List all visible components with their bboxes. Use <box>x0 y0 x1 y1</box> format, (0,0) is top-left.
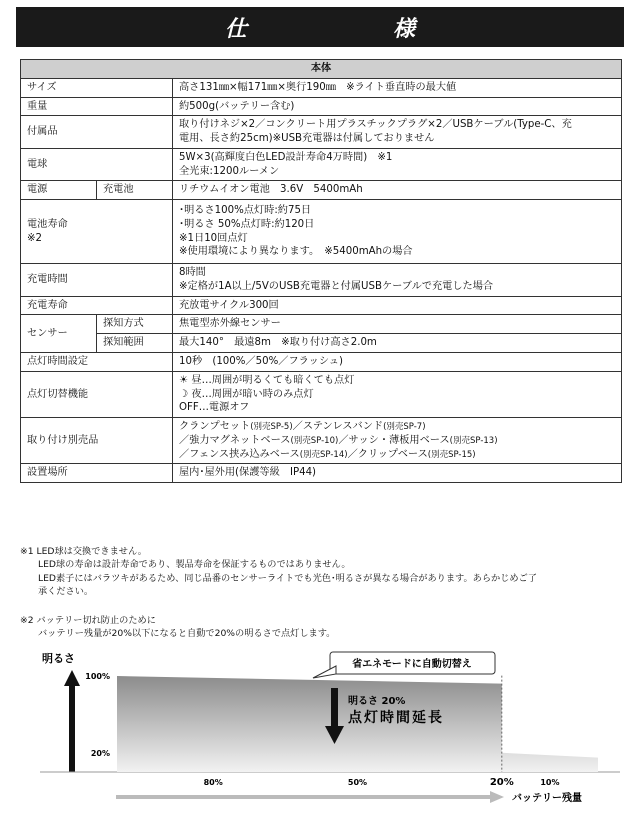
option-name: クランプセット <box>179 421 251 433</box>
label-line: ※2 <box>27 232 43 244</box>
note-line: LED球の寿命は設計寿命であり、製品寿命を保証するものではありません。 <box>38 559 351 571</box>
row-sublabel: 探知範囲 <box>97 334 173 353</box>
x-tick-label: 50% <box>347 778 368 787</box>
callout-pointer <box>313 666 336 678</box>
x-tick-label: 80% <box>203 778 223 787</box>
value-line: 5W×3(高輝度白色LED設計寿命4万時間) ※1 <box>179 151 393 163</box>
option-code: (別売SP-13) <box>449 435 498 446</box>
table-row <box>21 353 622 372</box>
value-line: 電用、長さ約25cm)※USB充電器は付属しておりません <box>179 133 435 145</box>
table-row <box>21 181 622 200</box>
page-title: 仕 様 <box>16 7 624 47</box>
row-value <box>173 264 622 297</box>
row-label: 設置場所 <box>21 464 173 483</box>
table-row <box>21 464 622 483</box>
x-tick-label: 20% <box>489 777 514 788</box>
row-label: 充電時間 <box>21 264 173 297</box>
option-name: ／クリップベース <box>347 448 428 460</box>
callout-text: 省エネモードに自動切替え <box>352 659 472 670</box>
mode-night: 夜…周囲が暗い時のみ点灯 <box>191 388 314 400</box>
table-row <box>21 264 622 297</box>
table-row <box>21 116 622 149</box>
value-line: 全光束:1200ルーメン <box>179 165 280 177</box>
table-row <box>21 148 622 181</box>
row-label: 点灯切替機能 <box>21 371 173 417</box>
y-axis-label: 明るさ <box>42 652 75 665</box>
value-line: ※使用環境により異なります。 ※5400mAhの場合 <box>179 246 413 258</box>
chart-svg <box>0 640 640 832</box>
y-axis-shaft <box>69 685 75 772</box>
row-value: リチウムイオン電池 3.6V 5400mAh <box>173 181 622 200</box>
note-line: バッテリー残量が20%以下になると自動で20%の明るさで点灯します。 <box>38 628 336 640</box>
sun-icon: ☀ <box>179 374 189 386</box>
mode-day: 昼…周囲が明るくても暗くても点灯 <box>191 374 355 386</box>
row-sublabel: 探知方式 <box>97 315 173 334</box>
row-label: 点灯時間設定 <box>21 353 173 372</box>
note-1 <box>20 545 537 598</box>
option-name: ／強力マグネットベース <box>179 434 291 446</box>
note-line: ※2 バッテリー切れ防止のために <box>20 615 156 626</box>
note-line: LED素子にはバラツキがあるため、同じ品番のセンサーライトでも光色･明るさが異なる場合があります。あらかじめご了 <box>38 572 537 584</box>
option-name: ／フェンス挟み込みベース <box>179 448 300 460</box>
option-code: (別売SP-15) <box>427 449 476 460</box>
x-tick-label: 10% <box>540 778 560 787</box>
note-line: ※1 LED球は交換できません。 <box>20 546 147 557</box>
table-row <box>21 296 622 315</box>
row-value: 約500g(バッテリー含む) <box>173 97 622 116</box>
table-row <box>21 97 622 116</box>
value-line: 取り付けネジ×2／コンクリート用プラスチックプラグ×2／USBケーブル(Type-C、充 <box>179 119 572 131</box>
value-line: ･明るさ 50%点灯時:約120日 <box>179 218 315 230</box>
spec-table <box>20 59 622 483</box>
option-code: (別売SP-10) <box>290 435 339 446</box>
row-value: 充放電サイクル300回 <box>173 296 622 315</box>
moon-icon: ☽ <box>179 388 189 400</box>
option-code: (別売SP-5) <box>250 422 293 433</box>
x-axis-label: バッテリー残量 <box>512 793 582 804</box>
value-line <box>179 420 615 434</box>
battery-chart <box>0 640 640 832</box>
value-line <box>179 434 615 448</box>
label-line: 電池寿命 <box>27 218 68 230</box>
row-value <box>173 418 622 464</box>
value-line <box>179 448 615 462</box>
row-label: 電源 <box>21 181 97 200</box>
option-name: ／ステンレスバンド <box>292 421 384 433</box>
row-value: 焦電型赤外線センサー <box>173 315 622 334</box>
table-row <box>21 334 622 353</box>
row-sublabel: 充電池 <box>97 181 173 200</box>
table-header: 本体 <box>21 60 622 79</box>
value-line: OFF…電源オフ <box>179 402 250 414</box>
row-label <box>21 200 173 264</box>
table-row <box>21 371 622 417</box>
row-label: 取り付け別売品 <box>21 418 173 464</box>
value-line: ※1日10回点灯 <box>179 232 248 244</box>
row-label: 付属品 <box>21 116 173 149</box>
value-line <box>179 374 615 388</box>
y-axis-arrow <box>64 670 80 686</box>
y-tick-label: 20% <box>90 748 110 758</box>
annotation-line1: 明るさ 20% <box>348 696 406 707</box>
row-value <box>173 371 622 417</box>
row-label: 重量 <box>21 97 173 116</box>
note-2 <box>20 614 335 641</box>
row-value: 10秒 (100%／50%／フラッシュ) <box>173 353 622 372</box>
row-value <box>173 148 622 181</box>
table-row <box>21 418 622 464</box>
row-value: 最大140° 最遠8m ※取り付け高さ2.0m <box>173 334 622 353</box>
row-value <box>173 116 622 149</box>
table-row <box>21 315 622 334</box>
note-line: 承ください。 <box>38 586 94 598</box>
value-line: ･明るさ100%点灯時:約75日 <box>179 205 312 217</box>
row-value <box>173 200 622 264</box>
value-line <box>179 388 615 402</box>
option-name: ／サッシ・薄板用ベース <box>338 434 450 446</box>
value-line: 8時間 <box>179 267 206 279</box>
table-row <box>21 78 622 97</box>
row-label: 電球 <box>21 148 173 181</box>
y-tick-label: 100% <box>85 672 110 681</box>
option-code: (別売SP-14) <box>299 449 348 460</box>
row-value: 屋内･屋外用(保護等級 IP44) <box>173 464 622 483</box>
option-code: (別売SP-7) <box>383 422 426 433</box>
row-label: サイズ <box>21 78 173 97</box>
row-value: 高さ131㎜×幅171㎜×奥行190㎜ ※ライト垂直時の最大値 <box>173 78 622 97</box>
annotation-line2: 点灯時間延長 <box>348 710 444 726</box>
value-line: ※定格が1A以上/5VのUSB充電器と付属USBケーブルで充電した場合 <box>179 280 494 292</box>
down-arrow-shaft <box>331 688 338 728</box>
table-row <box>21 200 622 264</box>
row-label: センサー <box>21 315 97 353</box>
row-label: 充電寿命 <box>21 296 173 315</box>
x-axis-arrow-head <box>490 791 504 803</box>
